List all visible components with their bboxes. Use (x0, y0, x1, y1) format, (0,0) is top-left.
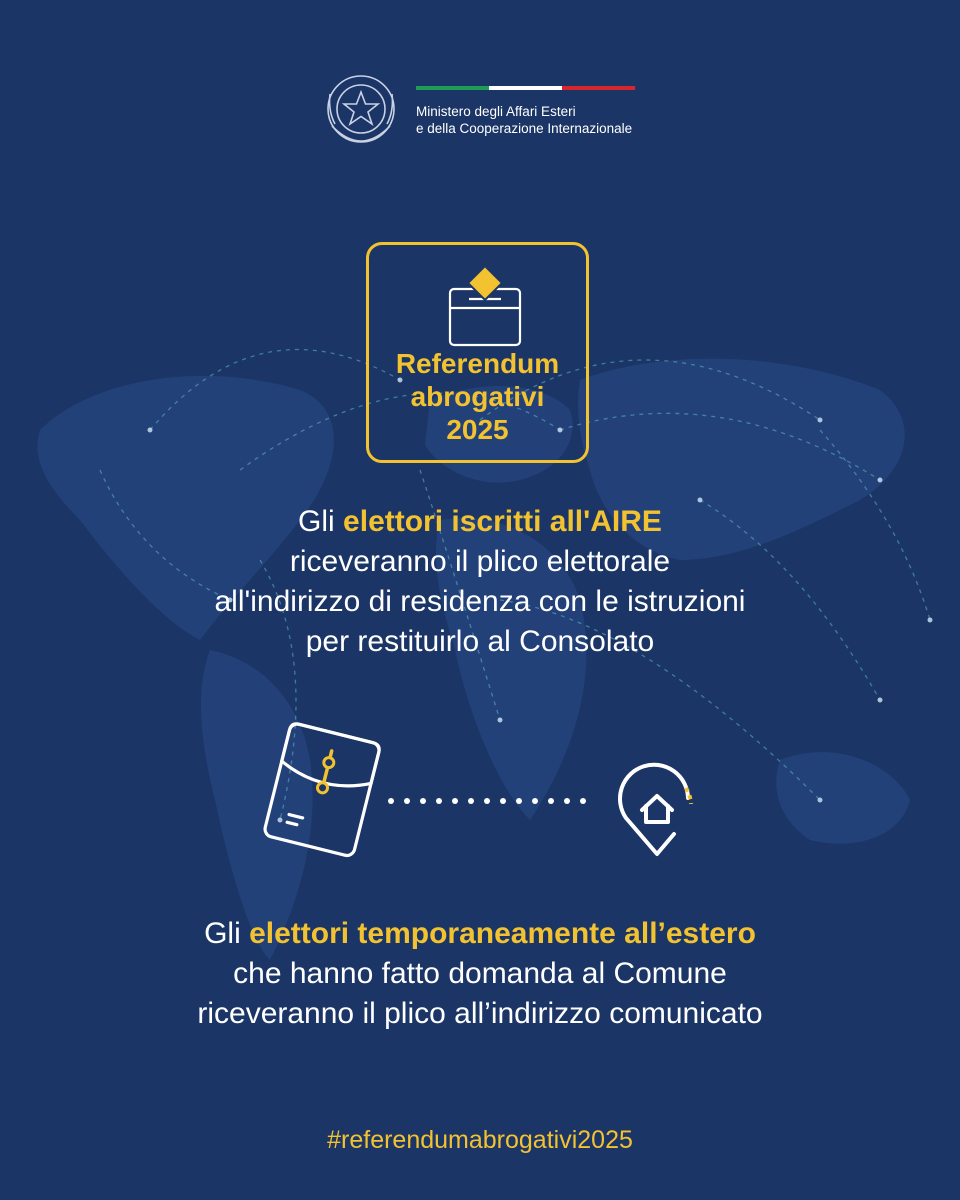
temporary-voters-paragraph (0, 914, 960, 1034)
home-location-pin-icon (612, 758, 702, 858)
aire-line4: per restituirlo al Consolato (305, 625, 655, 658)
ministry-line1: Ministero degli Affari Esteri (416, 104, 576, 119)
temp-line3: riceveranno il plico all’indirizzo comunicato (197, 997, 763, 1030)
badge-line1: Referendum (395, 348, 560, 379)
aire-voters-paragraph (0, 502, 960, 662)
temp-highlight: elettori temporaneamente all’estero (249, 917, 756, 950)
ministry-line2: e della Cooperazione Internazionale (416, 121, 633, 136)
badge-line3: 2025 (446, 414, 509, 445)
dotted-connector (386, 796, 590, 806)
referendum-badge (366, 242, 589, 463)
hashtag[interactable]: #referendumabrogativi2025 (327, 1126, 633, 1154)
ministry-name (416, 103, 676, 137)
badge-title (369, 347, 586, 446)
temp-line1 (0, 914, 960, 954)
aire-line2: riceveranno il plico elettorale (289, 545, 671, 578)
temp-pre: Gli (204, 917, 250, 950)
envelope-icon (262, 722, 384, 858)
badge-line2: abrogativi (410, 381, 545, 412)
ballot-box-icon (447, 259, 523, 347)
temp-line2: che hanno fatto domanda al Comune (233, 957, 727, 990)
aire-highlight: elettori iscritti all'AIRE (343, 505, 662, 538)
italian-republic-emblem-icon (320, 66, 402, 152)
aire-pre: Gli (298, 505, 344, 538)
aire-line3: all'indirizzo di residenza con le istruzioni (214, 585, 746, 618)
italian-flag-bar (416, 86, 635, 90)
aire-line1 (0, 502, 960, 542)
